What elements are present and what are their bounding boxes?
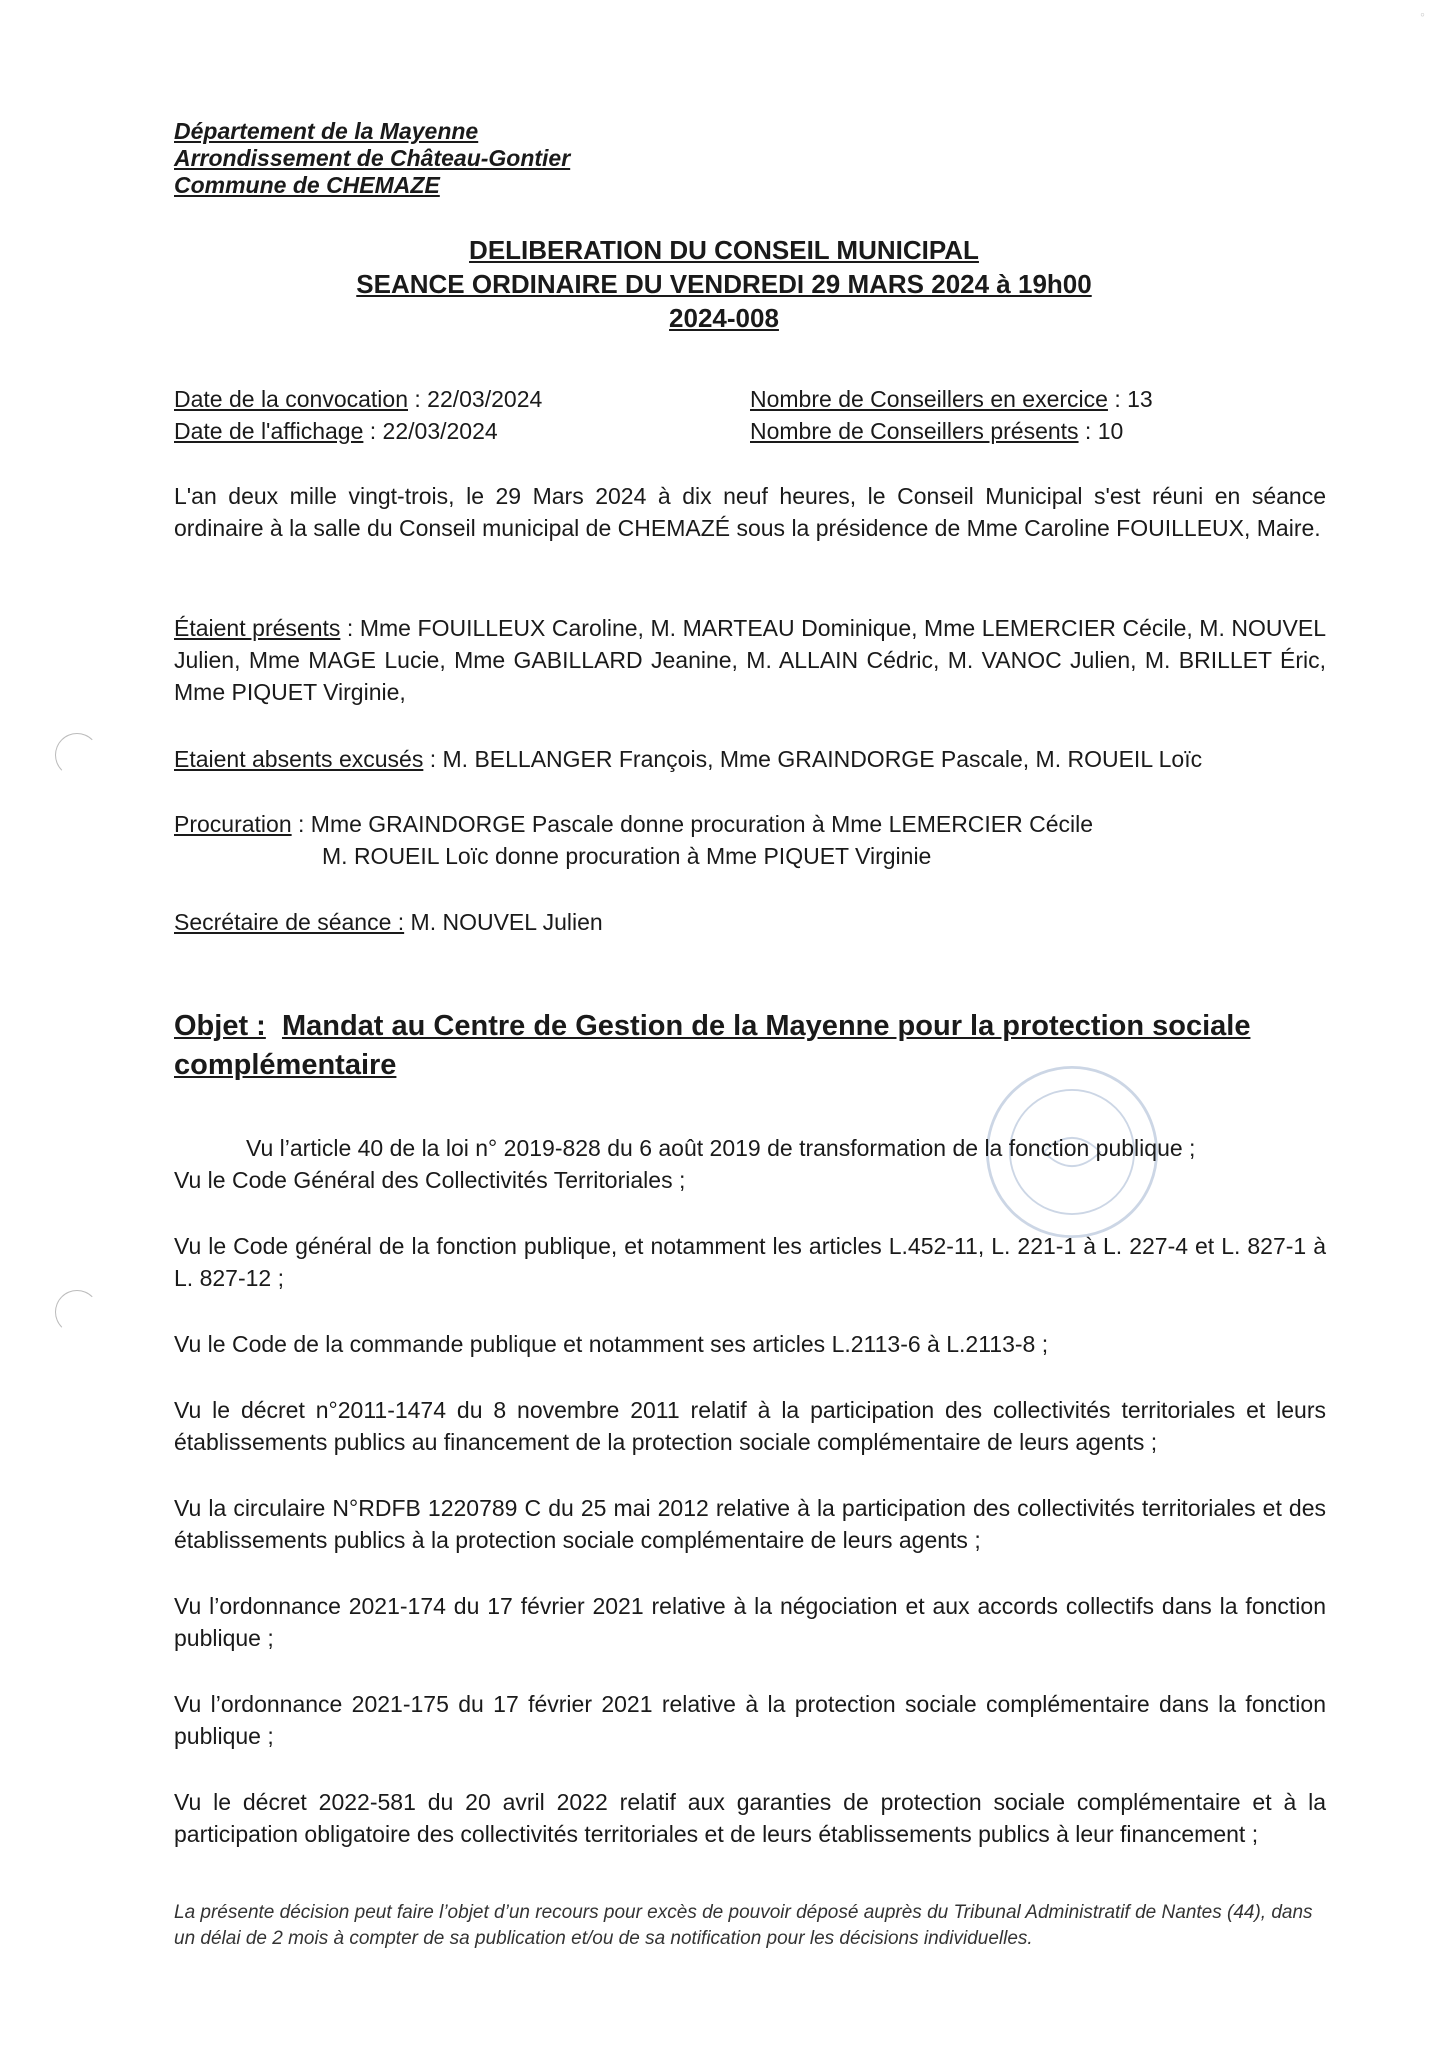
considerant-ordonnance-2021-174: Vu l’ordonnance 2021-174 du 17 février 2021 relative à la négociation et aux accords collectifs dans la fonction publique ; <box>174 1593 1326 1651</box>
header-commune: Commune de CHEMAZE <box>174 172 440 198</box>
document-title <box>0 233 1448 335</box>
considerant-cgct: Vu le Code Général des Collectivités Territoriales ; <box>174 1167 686 1193</box>
title-deliberation: DELIBERATION DU CONSEIL MUNICIPAL <box>469 235 979 265</box>
procuration-line-2: M. ROUEIL Loïc donne procuration à Mme PIQUET Virginie <box>322 843 932 869</box>
conseillers-presents: Nombre de Conseillers présents : 10 <box>750 418 1124 444</box>
session-info <box>174 383 1334 447</box>
considerant-block-1 <box>174 1132 1326 1196</box>
title-number: 2024-008 <box>669 303 779 333</box>
considerant-commande-publique: Vu le Code de la commande publique et notamment ses articles L.2113-6 à L.2113-8 ; <box>174 1331 1049 1357</box>
presents-paragraph: Étaient présents : Mme FOUILLEUX Caroline, M. MARTEAU Dominique, Mme LEMERCIER Cécile, M. NOUVEL Julien, Mme MAGE Lucie, Mme GABILLARD Jeanine, M. ALLAIN Cédric, M. VANOC Julien, M. BRILLET Éric, Mme PIQUET Virginie, <box>174 615 1326 705</box>
title-seance: SEANCE ORDINAIRE DU VENDREDI 29 MARS 2024 à 19h00 <box>356 269 1092 299</box>
corner-mark: ◦ <box>1420 6 1425 22</box>
considerant-decret-2022: Vu le décret 2022-581 du 20 avril 2022 relatif aux garanties de protection sociale complémentaire et à la participation obligatoire des collectivités territoriales et de leurs établissements publics à leur financement ; <box>174 1789 1326 1847</box>
affichage-date: Date de l'affichage : 22/03/2024 <box>174 418 498 444</box>
punch-hole-mark <box>55 1290 99 1334</box>
secretaire-paragraph: Secrétaire de séance : M. NOUVEL Julien <box>174 909 603 935</box>
procuration-paragraph: Procuration : Mme GRAINDORGE Pascale donne procuration à Mme LEMERCIER Cécile M. ROUEIL Loïc donne procuration à Mme PIQUET Virginie <box>174 808 1326 872</box>
considerant-decret-2011: Vu le décret n°2011-1474 du 8 novembre 2011 relatif à la participation des collectivités territoriales et leurs établissements publics au financement de la protection sociale complémentaire de leurs agents ; <box>174 1397 1326 1455</box>
considerant-ordonnance-2021-175: Vu l’ordonnance 2021-175 du 17 février 2021 relative à la protection sociale complémentaire dans la fonction publique ; <box>174 1691 1326 1749</box>
administrative-header <box>174 118 570 199</box>
considerant-circulaire-2012: Vu la circulaire N°RDFB 1220789 C du 25 mai 2012 relative à la participation des collectivités territoriales et des établissements publics à la protection sociale complémentaire de leurs agents ; <box>174 1495 1326 1553</box>
recours-notice: La présente décision peut faire l’objet d’un recours pour excès de pouvoir déposé auprès du Tribunal Administratif de Nantes (44), dans un délai de 2 mois à compter de sa publication et/ou de sa notification pour les décisions individuelles. <box>174 1902 1313 1949</box>
punch-hole-mark <box>55 733 99 777</box>
considerant-code-fonction-publique: Vu le Code général de la fonction publique, et notamment les articles L.452-11, L. 221-1 à L. 227-4 et L. 827-1 à L. 827-12 ; <box>174 1233 1326 1291</box>
convocation-date: Date de la convocation : 22/03/2024 <box>174 386 543 412</box>
header-arrondissement: Arrondissement de Château-Gontier <box>174 145 571 171</box>
objet-value: Mandat au Centre de Gestion de la Mayenne pour la protection sociale complémentaire <box>174 1010 1251 1081</box>
absents-paragraph: Etaient absents excusés : M. BELLANGER François, Mme GRAINDORGE Pascale, M. ROUEIL Loïc <box>174 746 1203 772</box>
objet-label: Objet : <box>174 1010 266 1042</box>
considerant-loi-2019: Vu l’article 40 de la loi n° 2019-828 du 6 août 2019 de transformation de la fonction publique ; <box>246 1135 1196 1161</box>
conseillers-exercice: Nombre de Conseillers en exercice : 13 <box>750 386 1153 412</box>
header-departement: Département de la Mayenne <box>174 118 479 144</box>
intro-paragraph: L'an deux mille vingt-trois, le 29 Mars 2024 à dix neuf heures, le Conseil Municipal s'est réuni en séance ordinaire à la salle du Conseil municipal de CHEMAZÉ sous la présidence de Mme Caroline FOUILLEUX, Maire. <box>174 483 1326 541</box>
